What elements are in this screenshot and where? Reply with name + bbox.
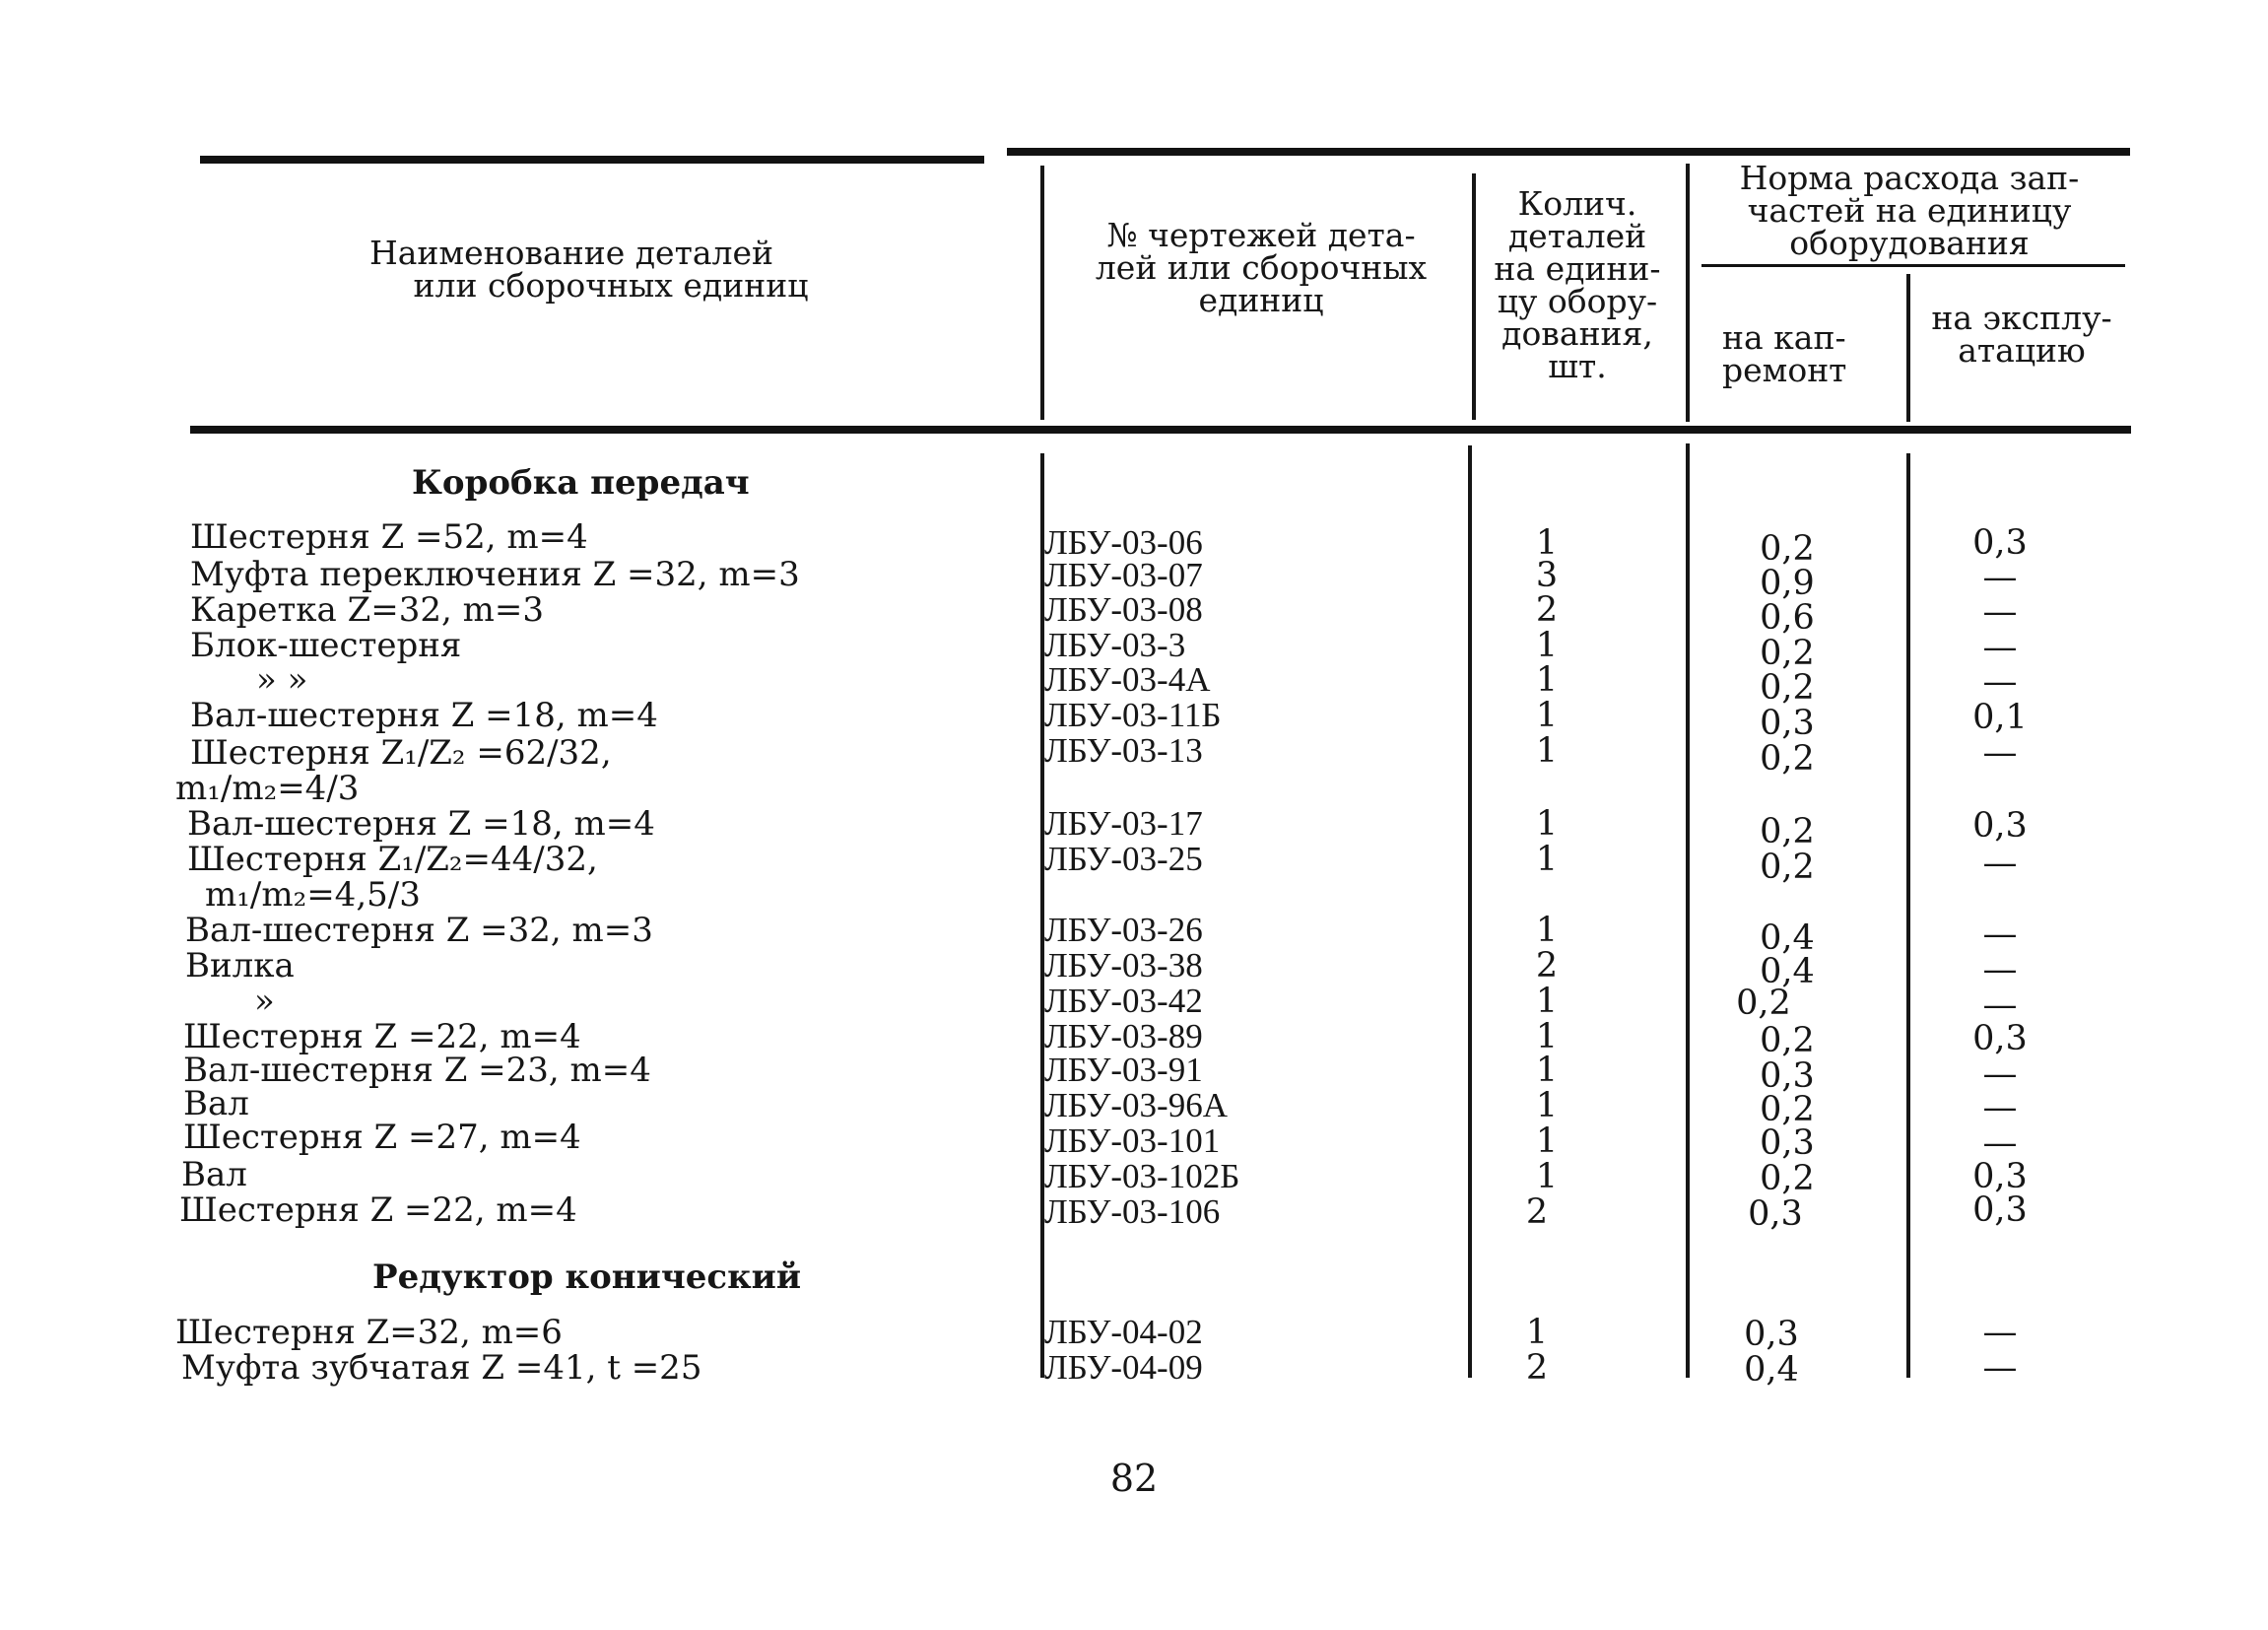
row-3-ops: — [1982,592,2018,632]
header-drawing [1054,216,1468,319]
row-18-qty: 2 [1525,1192,1549,1232]
row-7-repair: 0,2 [1760,739,1815,779]
row-17-repair: 0,2 [1760,1159,1815,1198]
row-6-name: Вал-шестерня Z =18, m=4 [190,696,658,735]
section-title-gearbox: Коробка передач [412,463,750,503]
row-19-ops: — [1982,1313,2018,1352]
row-1-name: Шестерня Z =52, m=4 [190,517,588,557]
row-20-ops: — [1982,1348,2018,1388]
header-repair-line2: ремонт [1722,351,1847,389]
top-rule-left [200,156,984,164]
row-6-ops: 0,1 [1972,698,2028,737]
row-10-drawing: ЛБУ-03-26 [1044,911,1203,949]
row-13-repair: 0,2 [1760,1021,1815,1060]
row-12-ops: — [1982,985,2018,1025]
row-13-drawing: ЛБУ-03-89 [1044,1017,1203,1055]
row-12-drawing: ЛБУ-03-42 [1044,982,1203,1020]
row-1-drawing: ЛБУ-03-06 [1044,523,1203,562]
row-18-drawing: ЛБУ-03-106 [1044,1192,1221,1231]
row-15-name: Вал [183,1084,249,1123]
body-divider-4 [1906,453,1910,1378]
row-10-name: Вал-шестерня Z =32, m=3 [185,911,653,950]
row-11-name: Вилка [185,946,295,985]
header-norm-line3: оборудования [1789,224,2030,262]
header-norm-line1: Норма расхода зап- [1739,159,2080,197]
row-14-qty: 1 [1535,1051,1559,1090]
row-18-ops: 0,3 [1972,1190,2028,1230]
row-20-name: Муфта зубчатая Z =41, t =25 [181,1348,702,1388]
row-15-ops: — [1982,1088,2018,1127]
header-qty-line2: деталей [1507,217,1647,255]
row-20-drawing: ЛБУ-04-09 [1044,1348,1203,1387]
row-4-repair: 0,2 [1760,634,1815,673]
row-18-name: Шестерня Z =22, m=4 [179,1190,577,1230]
row-3-repair: 0,6 [1760,598,1815,638]
row-17-ops: 0,3 [1972,1157,2028,1196]
header-quantity [1474,184,1681,385]
row-5-ops: — [1982,662,2018,702]
row-14-drawing: ЛБУ-03-91 [1044,1051,1203,1089]
row-10-qty: 1 [1535,911,1559,950]
row-14-repair: 0,3 [1760,1056,1815,1096]
row-19-name: Шестерня Z=32, m=6 [175,1313,563,1352]
row-19-repair: 0,3 [1744,1315,1799,1354]
header-drawing-line1: № чертежей дета- [1106,216,1416,254]
row-7-name-cont: m₁/m₂=4/3 [175,769,360,808]
row-5-qty: 1 [1535,660,1559,700]
header-qty-line3: на едини- [1494,249,1661,288]
row-20-repair: 0,4 [1744,1350,1799,1390]
row-12-repair: 0,2 [1736,984,1791,1023]
row-2-repair: 0,9 [1760,564,1815,603]
row-9-qty: 1 [1535,840,1559,879]
header-norm-line2: частей на единицу [1747,191,2072,230]
header-name [315,234,828,305]
row-2-name: Муфта переключения Z =32, m=3 [190,555,800,594]
row-17-drawing: ЛБУ-03-102Б [1044,1157,1240,1195]
row-7-ops: — [1982,733,2018,773]
row-15-repair: 0,2 [1760,1090,1815,1129]
row-6-qty: 1 [1535,696,1559,735]
row-6-drawing: ЛБУ-03-11Б [1044,696,1222,734]
row-13-ops: 0,3 [1972,1019,2028,1058]
header-ops-line2: атацию [1958,331,2086,370]
row-5-repair: 0,2 [1760,668,1815,708]
row-9-ops: — [1982,844,2018,883]
page-number: 82 [1109,1457,1159,1500]
row-19-drawing: ЛБУ-04-02 [1044,1313,1203,1351]
header-ops [1913,299,2130,370]
header-qty-line4: цу обору- [1497,282,1658,320]
body-divider-3 [1686,443,1690,1378]
header-qty-line5: дования, [1501,314,1653,353]
row-5-drawing: ЛБУ-03-4А [1044,660,1211,699]
row-7-name: Шестерня Z₁/Z₂ =62/32, [190,733,612,773]
row-12-name: » [254,982,275,1021]
row-9-name: Шестерня Z₁/Z₂=44/32, [187,840,598,879]
row-5-name: » » [256,660,308,700]
row-11-ops: — [1982,950,2018,989]
row-18-repair: 0,3 [1748,1194,1803,1234]
row-11-repair: 0,4 [1760,952,1815,991]
row-2-qty: 3 [1535,556,1559,595]
row-2-ops: — [1982,558,2018,597]
row-7-qty: 1 [1535,731,1559,771]
header-repair-line1: на кап- [1722,318,1846,357]
row-13-name: Шестерня Z =22, m=4 [183,1017,581,1056]
row-19-qty: 1 [1525,1313,1549,1352]
row-8-qty: 1 [1535,804,1559,844]
row-15-drawing: ЛБУ-03-96А [1044,1086,1228,1124]
row-11-qty: 2 [1535,946,1559,985]
row-17-qty: 1 [1535,1157,1559,1196]
header-drawing-line3: единиц [1198,281,1324,319]
row-8-ops: 0,3 [1972,806,2028,846]
row-14-ops: — [1982,1054,2018,1094]
row-12-qty: 1 [1535,982,1559,1021]
row-16-name: Шестерня Z =27, m=4 [183,1118,581,1157]
row-8-drawing: ЛБУ-03-17 [1044,804,1203,843]
header-divider-4 [1906,274,1910,422]
section-title-bevel-reducer: Редуктор конический [372,1257,802,1297]
row-9-repair: 0,2 [1760,848,1815,887]
row-10-ops: — [1982,915,2018,954]
header-name-line2: или сборочных единиц [413,266,809,305]
header-norm [1693,159,2126,262]
row-4-name: Блок-шестерня [190,626,462,665]
row-3-name: Каретка Z=32, m=3 [190,590,544,630]
row-16-drawing: ЛБУ-03-101 [1044,1121,1221,1160]
row-10-repair: 0,4 [1760,918,1815,958]
row-4-ops: — [1982,628,2018,667]
top-rule-right [1007,148,2130,156]
row-20-qty: 2 [1525,1348,1549,1388]
row-8-name: Вал-шестерня Z =18, m=4 [187,804,655,844]
row-1-ops: 0,3 [1972,523,2028,563]
row-2-drawing: ЛБУ-03-07 [1044,556,1203,594]
header-qty-line6: шт. [1548,347,1607,385]
row-16-qty: 1 [1535,1121,1559,1161]
header-drawing-line2: лей или сборочных [1095,248,1428,287]
row-7-drawing: ЛБУ-03-13 [1044,731,1203,770]
row-8-repair: 0,2 [1760,812,1815,851]
row-4-qty: 1 [1535,626,1559,665]
row-11-drawing: ЛБУ-03-38 [1044,946,1203,985]
row-16-ops: — [1982,1123,2018,1163]
row-3-qty: 2 [1535,590,1559,630]
header-repair [1697,318,1903,389]
header-name-line1: Наименование деталей [368,234,774,272]
row-1-qty: 1 [1535,523,1559,563]
row-14-name: Вал-шестерня Z =23, m=4 [183,1051,651,1090]
header-bottom-rule [190,426,2131,434]
row-1-repair: 0,2 [1760,529,1815,569]
header-ops-line1: на эксплу- [1931,299,2112,337]
header-divider-1 [1040,166,1044,420]
header-qty-line1: Колич. [1517,184,1637,223]
norm-subheader-rule [1701,264,2125,267]
body-divider-2 [1468,445,1472,1378]
row-9-drawing: ЛБУ-03-25 [1044,840,1203,878]
row-9-name-cont: m₁/m₂=4,5/3 [205,875,421,915]
row-6-repair: 0,3 [1760,704,1815,743]
row-3-drawing: ЛБУ-03-08 [1044,590,1203,629]
header-divider-3 [1686,164,1690,422]
row-15-qty: 1 [1535,1086,1559,1125]
row-16-repair: 0,3 [1760,1123,1815,1163]
row-4-drawing: ЛБУ-03-3 [1044,626,1186,664]
row-17-name: Вал [181,1155,247,1194]
row-13-qty: 1 [1535,1017,1559,1056]
